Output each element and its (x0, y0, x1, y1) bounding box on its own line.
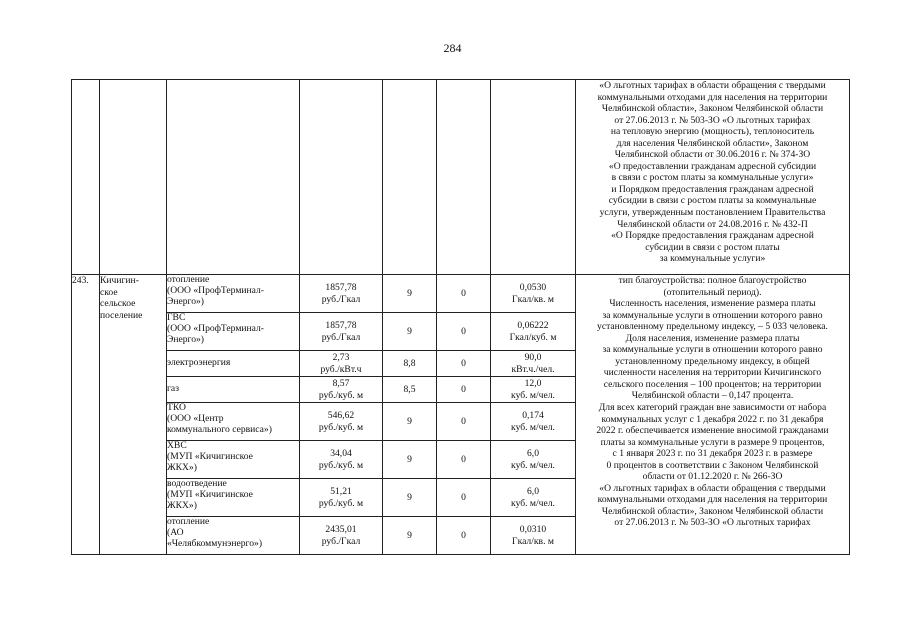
norm-line: 90,0 (524, 352, 542, 363)
service-cell (167, 351, 300, 377)
note-line: 0 процентов в соответствии с Законом Челябинской (606, 459, 819, 471)
settlement-name (100, 275, 167, 555)
settlement-line: сельское (100, 298, 136, 309)
note-line: Челябинской области», Законом Челябинской области (601, 505, 824, 517)
note-line: от 27.06.2013 г. № 503-ЗО «О льготных тарифах (614, 114, 811, 126)
index-cell: 9 (383, 517, 437, 555)
tariff-line: 1857,78 (325, 320, 357, 331)
note-line: (отопительный период). (663, 286, 762, 298)
note-line: области от 01.12.2020 г. № 266-ЗО (642, 471, 783, 483)
note-line: с 1 января 2023 г. по 31 декабря 2023 г. в размере (612, 448, 813, 460)
note-line: Челябинской области», Законом Челябинской области (601, 103, 824, 115)
index-cell: 9 (383, 275, 437, 313)
service-line: коммунального сервиса») (167, 423, 272, 435)
norm-line: 6,0 (527, 486, 539, 497)
note-line: «О Порядке предоставления гражданам адресной (611, 230, 814, 242)
rise-cell: 0 (437, 441, 491, 479)
norm-cell (491, 403, 576, 441)
tariff-line: руб./кВт.ч (320, 363, 362, 375)
norm-line: 0,0310 (519, 524, 547, 535)
norm-line: 0,174 (522, 410, 544, 421)
settlement-line: Кичигин- (100, 275, 139, 286)
norm-line: куб. м/чел. (511, 421, 555, 433)
norm-line: куб. м/чел. (511, 389, 555, 401)
norm-line: Гкал/кв. м (512, 293, 554, 305)
tariff-line: 51,21 (330, 486, 352, 497)
service-cell (167, 403, 300, 441)
norm-cell (491, 351, 576, 377)
service-cell (167, 275, 300, 313)
norm-line: 12,0 (524, 378, 542, 389)
tariff-line: 34,04 (330, 448, 352, 459)
settlement-line: ское (100, 286, 118, 298)
index-cell: 9 (383, 403, 437, 441)
tariff-line: руб./куб. м (318, 389, 364, 401)
note-line: сельского поселения – 100 процентов; на территории (603, 378, 822, 390)
table-row (72, 275, 850, 313)
rise-cell: 0 (437, 377, 491, 403)
norm-line: кВт.ч./чел. (511, 363, 555, 375)
note-line: от 27.06.2013 г. № 503-ЗО «О льготных тарифах (614, 517, 811, 529)
continuation-note (576, 80, 850, 275)
note-line: за коммунальные услуги в отношении которого равно (602, 309, 823, 321)
rise-cell: 0 (437, 275, 491, 313)
note-line: для населения Челябинской области», Законом (616, 137, 809, 149)
norm-cell (491, 441, 576, 479)
service-cell (167, 377, 300, 403)
tariff-line: руб./Гкал (321, 293, 361, 305)
service-line: (ООО «ПрофТерминал- (167, 322, 264, 334)
rise-cell: 0 (437, 351, 491, 377)
norm-cell (491, 377, 576, 403)
service-line: ХВС (167, 440, 187, 451)
tariff-line: руб./Гкал (321, 535, 361, 547)
tariff-cell (300, 313, 383, 351)
note-line: услуги, утвержденным постановлением Правительства (599, 207, 826, 219)
tariff-cell (300, 479, 383, 517)
norm-cell (491, 479, 576, 517)
rise-cell: 0 (437, 313, 491, 351)
note-line: Челябинской области от 24.08.2016 г. № 432-П (617, 218, 808, 230)
index-cell: 9 (383, 479, 437, 517)
norm-line: Гкал/кв. м (512, 535, 554, 547)
service-line: ТКО (167, 402, 186, 413)
page-number: 284 (443, 41, 462, 55)
service-line: водоотведение (167, 478, 227, 489)
note-line: платы за коммунальные услуги в размере 9 процентов, (600, 436, 825, 448)
rise-cell: 0 (437, 479, 491, 517)
tariff-cell (300, 517, 383, 555)
service-line: отопление (167, 516, 210, 527)
tariff-line: руб./Гкал (321, 331, 361, 343)
service-line: ЖКХ») (167, 461, 197, 473)
norm-line: куб. м/чел. (511, 497, 555, 509)
index-cell: 8,5 (383, 377, 437, 403)
note-line: установленному предельному индексу, – 5 033 человека. (597, 321, 828, 333)
service-line: (АО (167, 526, 184, 538)
index-cell: 8,8 (383, 351, 437, 377)
note-line: «О предоставлении гражданам адресной субсидии (608, 160, 817, 172)
entry-note (576, 275, 850, 555)
service-line: (ООО «ПрофТерминал- (167, 284, 264, 296)
note-line: «О льготных тарифах в области обращения с твердыми (599, 482, 826, 494)
note-line: Доля населения, изменение размера платы (625, 332, 800, 344)
note-line: субсидии в связи с ростом платы за коммунальные (608, 195, 817, 207)
note-line: численности населения на территории Кичигинского (603, 367, 822, 379)
tariff-line: руб./куб. м (318, 497, 364, 509)
service-line: газ (167, 383, 179, 395)
note-line: за коммунальные услуги» (659, 253, 766, 265)
norm-cell (491, 313, 576, 351)
service-line: отопление (167, 274, 210, 285)
norm-line: 6,0 (527, 448, 539, 459)
service-line: ЖКХ») (167, 499, 197, 511)
note-line: коммунальных услуг с 1 декабря 2022 г. по 31 декабря (601, 413, 824, 425)
service-line: Энерго») (167, 295, 205, 307)
norm-line: куб. м/чел. (511, 459, 555, 471)
service-cell (167, 479, 300, 517)
note-line: Челябинской области – 0,147 процента. (631, 390, 794, 402)
service-line: (ООО «Центр (167, 412, 224, 424)
tariff-cell (300, 441, 383, 479)
tariff-cell (300, 275, 383, 313)
service-line: (МУП «Кичигинское (167, 488, 253, 500)
service-cell (167, 517, 300, 555)
service-line: Энерго») (167, 333, 205, 345)
continuation-row (72, 80, 850, 275)
tariff-line: 1857,78 (325, 282, 357, 293)
tariff-cell (300, 403, 383, 441)
service-line: «Челябкоммунэнерго») (167, 537, 263, 549)
note-line: коммунальными отходами для населения на территории (597, 494, 828, 506)
norm-line: Гкал/куб. м (509, 331, 557, 343)
index-cell: 9 (383, 313, 437, 351)
entry-number: 243. (72, 275, 100, 555)
service-cell (167, 441, 300, 479)
norm-cell (491, 517, 576, 555)
note-line: Численность населения, изменение размера платы (609, 298, 816, 310)
service-line: ГВС (167, 312, 186, 323)
note-line: 2022 г. обеспечивается изменение вносимой гражданами (596, 425, 829, 437)
note-line: установленному предельному индексу, в общей (615, 355, 810, 367)
note-line: за коммунальные услуги в отношении которого равно (602, 344, 823, 356)
service-line: электроэнергия (167, 357, 231, 369)
tariff-table (71, 79, 850, 555)
norm-line: 0,06222 (517, 320, 549, 331)
tariff-cell (300, 377, 383, 403)
tariff-line: 546,62 (327, 410, 355, 421)
note-line: субсидии в связи с ростом платы (645, 241, 780, 253)
service-line: (МУП «Кичигинское (167, 450, 253, 462)
note-line: и Порядком предоставления гражданам адресной (611, 183, 814, 195)
note-line: «О льготных тарифах в области обращения с твердыми (599, 80, 826, 91)
index-cell: 9 (383, 441, 437, 479)
note-line: Челябинской области от 30.06.2016 г. № 374-ЗО (614, 149, 811, 161)
tariff-line: 2435,01 (325, 524, 357, 535)
note-line: в связи с ростом платы за коммунальные услуги» (611, 172, 814, 184)
settlement-line: поселение (100, 309, 143, 321)
note-line: тип благоустройства: полное благоустройство (618, 275, 807, 286)
norm-line: 0,0530 (519, 282, 547, 293)
rise-cell: 0 (437, 517, 491, 555)
tariff-line: 2,73 (332, 352, 350, 363)
tariff-cell (300, 351, 383, 377)
note-line: коммунальными отходами для населения на территории (597, 91, 828, 103)
tariff-line: руб./куб. м (318, 459, 364, 471)
note-line: Для всех категорий граждан вне зависимости от набора (598, 402, 827, 414)
tariff-line: руб./куб. м (318, 421, 364, 433)
norm-cell (491, 275, 576, 313)
service-cell (167, 313, 300, 351)
tariff-line: 8,57 (332, 378, 350, 389)
note-line: на тепловую энергию (мощность), теплоноситель (610, 126, 815, 138)
rise-cell: 0 (437, 403, 491, 441)
